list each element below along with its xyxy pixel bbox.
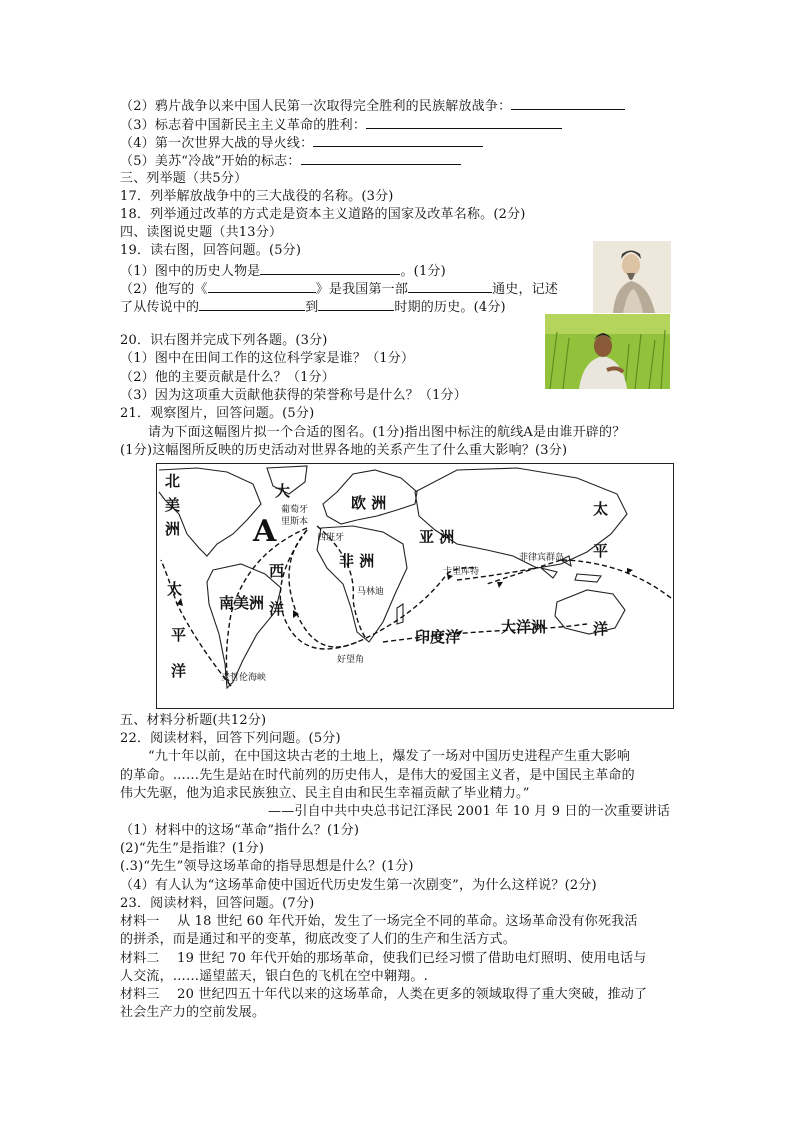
- answer-blank[interactable]: [208, 279, 316, 293]
- question-21-text-a: 请为下面这幅图片拟一个合适的图名。(1分)指出图中标注的航线A是由谁开辟的？: [148, 425, 626, 440]
- question-17: 17．列举解放战争中的三大战役的名称。(3分): [120, 189, 394, 204]
- answer-blank[interactable]: [408, 279, 492, 293]
- label-asia: 亚 洲: [419, 528, 455, 546]
- question-22-2: (2)“先生”是指谁？(1分): [120, 841, 265, 856]
- material-2-line-2: 人交流，……遥望蓝天，银白色的飞机在空中翱翔。.: [120, 969, 428, 984]
- label-portugal: 葡萄牙: [281, 505, 309, 515]
- question-19-2: （2）他写的《 》是我国第一部 通史，记述: [120, 279, 558, 299]
- voyage-map: [156, 463, 674, 709]
- material-1-line-2: 的拼杀，而是通过和平的变革，彻底改变了人们的生产和生活方式。: [120, 932, 517, 947]
- answer-blank[interactable]: [313, 133, 483, 147]
- answer-blank[interactable]: [366, 115, 562, 129]
- answer-blank[interactable]: [318, 297, 394, 311]
- question-3: （3）标志着中国新民主主义革命的胜利：: [120, 115, 562, 135]
- label-spain: 西班牙: [317, 533, 345, 543]
- label-lisbon: 里斯本: [281, 517, 309, 527]
- label-pacific-left-1: 太: [167, 580, 183, 598]
- question-2: （2）鸦片战争以来中国人民第一次取得完全胜利的民族解放战争：: [120, 96, 625, 116]
- question-21-text-b: (1分)这幅图所反映的历史活动对世界各地的关系产生了什么重大影响？(3分): [120, 443, 568, 458]
- label-africa: 非 洲: [339, 552, 375, 570]
- label-pacific-right-1: 太: [593, 500, 609, 518]
- material-1-line-1: 材料一 从 18 世纪 60 年代开始，发生了一场完全不同的革命。这场革命没有你死我活: [120, 914, 638, 929]
- question-22-1: （1）材料中的这场“革命”指什么？(1分): [120, 823, 360, 838]
- material-22-line-1: “九十年以前，在中国这块古老的土地上，爆发了一场对中国历史进程产生重大影响: [148, 749, 631, 764]
- label-calicut: 卡里库特: [443, 567, 480, 577]
- label-cape: 好望角: [337, 655, 365, 665]
- answer-blank[interactable]: [260, 261, 400, 275]
- label-yang: 洋: [269, 600, 285, 618]
- question-23: 23．阅读材料，回答问题。(7分): [120, 896, 315, 911]
- answer-blank[interactable]: [199, 297, 305, 311]
- question-19: 19．读右图，回答问题。(5分): [120, 243, 302, 258]
- question-20-3: （3）因为这项重大贡献他获得的荣誉称号是什么？（1分）: [120, 388, 467, 403]
- question-20: 20．识右图并完成下列各题。(3分): [120, 333, 328, 348]
- answer-blank[interactable]: [301, 151, 461, 165]
- section-4-heading: 四、读图说史题（共13分）: [120, 225, 283, 240]
- portrait-image: [593, 241, 671, 313]
- label-philippines: 菲律宾群岛: [519, 553, 565, 563]
- route-a-label: A: [253, 514, 277, 549]
- label-pacific-left-3: 洋: [171, 662, 187, 680]
- material-22-source: ——引自中共中央总书记江泽民 2001 年 10 月 9 日的一次重要讲话: [268, 804, 671, 819]
- label-oceania: 大洋洲: [501, 618, 547, 636]
- section-3-heading: 三、列举题（共5分）: [120, 171, 248, 186]
- rice-field-photo: [545, 314, 670, 389]
- section-5-heading: 五、材料分析题(共12分): [120, 713, 267, 728]
- label-xi: 西: [269, 562, 285, 580]
- question-4: （4）第一次世界大战的导火线：: [120, 133, 483, 153]
- question-20-1: （1）图中在田间工作的这位科学家是谁？（1分）: [120, 351, 415, 366]
- label-pacific-left-2: 平: [171, 626, 187, 644]
- answer-blank[interactable]: [511, 96, 625, 110]
- question-21: 21．观察图片，回答问题。(5分): [120, 406, 315, 421]
- label-europe: 欧 洲: [351, 494, 387, 512]
- label-continent: 洲: [165, 520, 181, 538]
- question-18: 18．列举通过改革的方式走是资本主义道路的国家及改革名称。(2分): [120, 207, 526, 222]
- question-19-3: 了从传说中的 到 时期的历史。(4分): [120, 297, 506, 317]
- label-north: 北: [165, 472, 181, 490]
- label-magellan: 麦哲伦海峡: [221, 673, 267, 683]
- material-22-line-2: 的革命。……先生是站在时代前列的历史伟人，是伟大的爱国主义者，是中国民主革命的: [120, 768, 635, 783]
- label-america: 美: [165, 496, 181, 514]
- label-pacific-right-2: 平: [593, 542, 609, 560]
- label-da: 大: [275, 482, 291, 500]
- label-pacific-right-3: 洋: [593, 620, 609, 638]
- question-22-3: (.3)“先生”领导这场革命的指导思想是什么？(1分): [120, 859, 414, 874]
- question-5: （5）美苏“冷战”开始的标志：: [120, 151, 461, 171]
- label-south-america: 南美洲: [219, 594, 265, 612]
- question-22: 22．阅读材料，回答下列问题。(5分): [120, 731, 341, 746]
- material-3-line-1: 材料三 20 世纪四五十年代以来的这场革命，人类在更多的领域取得了重大突破，推动了: [120, 987, 648, 1002]
- material-2-line-1: 材料二 19 世纪 70 年代开始的那场革命，使我们已经习惯了借助电灯照明、使用电话与: [120, 951, 647, 966]
- material-3-line-2: 社会生产力的空前发展。: [120, 1005, 266, 1020]
- question-20-2: （2）他的主要贡献是什么？（1分）: [120, 370, 335, 385]
- label-indian-ocean: 印度洋: [415, 628, 461, 646]
- question-22-4: （4）有人认为“这场革命使中国近代历史发生第一次剧变”，为什么这样说？(2分): [120, 878, 597, 893]
- label-malindi: 马林迪: [357, 587, 385, 597]
- question-19-1: （1）图中的历史人物是 。(1分): [120, 261, 446, 281]
- material-22-line-3: 伟大先驱，他为追求民族独立、民主自由和民生幸福贡献了毕业精力。”: [120, 786, 530, 801]
